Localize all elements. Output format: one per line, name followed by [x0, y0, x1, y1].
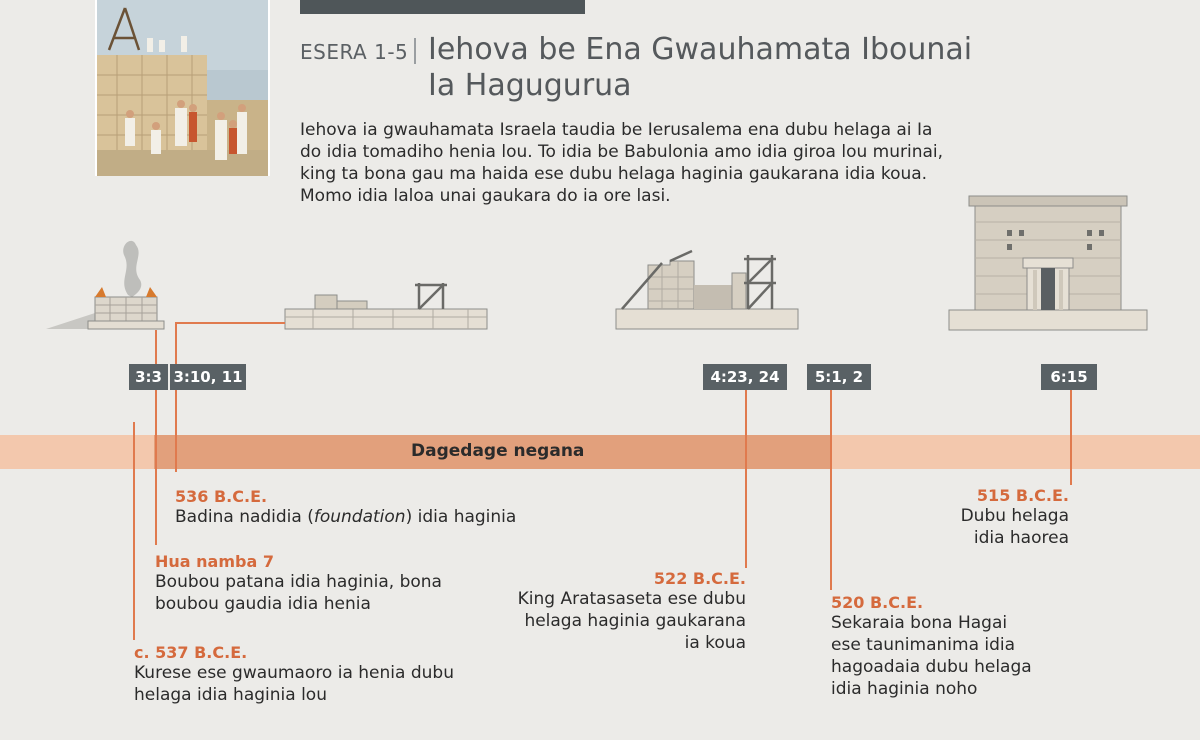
- altar-illustration: [40, 225, 170, 335]
- timeline-period-label: Dagedage negana: [411, 441, 585, 461]
- event-month-7: [155, 552, 442, 615]
- event-description-text: ) idia haginia: [405, 507, 517, 527]
- temple-construction-illustration: [95, 0, 270, 176]
- verse-chip: 6:15: [1041, 364, 1097, 390]
- event-515: [900, 486, 1069, 549]
- event-520: [831, 593, 1032, 700]
- event-description-line: helaga haginia gaukarana: [524, 611, 746, 631]
- event-date: c. 537 B.C.E.: [134, 643, 248, 662]
- event-description-line: Dubu helaga: [960, 506, 1069, 526]
- event-description-line: ese taunimanima idia: [831, 635, 1016, 655]
- verse-chip: 4:23, 24: [703, 364, 787, 390]
- event-description-line: boubou gaudia idia henia: [155, 594, 371, 614]
- connector-line: [745, 390, 747, 568]
- connector-line: [133, 422, 135, 640]
- partial-walls-illustration: [612, 245, 802, 335]
- connector-line: [1070, 390, 1072, 485]
- event-description-line: idia haginia noho: [831, 679, 978, 699]
- intro-paragraph: [300, 119, 960, 207]
- event-description-line: Kurese ese gwaumaoro ia henia dubu: [134, 663, 454, 683]
- event-description-line: King Aratasaseta ese dubu: [517, 589, 746, 609]
- event-description-line: hagoadaia dubu helaga: [831, 657, 1032, 677]
- foundation-illustration: [283, 275, 491, 335]
- title-divider: [414, 38, 416, 64]
- verse-chip: 3:3: [129, 364, 168, 390]
- event-description-line: Sekaraia bona Hagai: [831, 613, 1008, 633]
- event-description-line: idia haorea: [973, 528, 1069, 548]
- page-title-line1: Iehova be Ena Gwauhamata Ibounai: [428, 32, 973, 67]
- event-537: [134, 643, 454, 706]
- verse-chip: 5:1, 2: [807, 364, 871, 390]
- intro-line: Momo idia laloa unai gaukara do ia ore lasi.: [300, 186, 671, 206]
- event-description-text: Badina nadidia (: [175, 507, 314, 527]
- event-date: Hua namba 7: [155, 552, 274, 571]
- connector-line: [175, 322, 285, 324]
- event-description-line: ia koua: [684, 633, 746, 653]
- completed-temple-illustration: [945, 192, 1151, 335]
- event-536: [175, 487, 516, 528]
- intro-line: Iehova ia gwauhamata Israela taudia be Ierusalema ena dubu helaga ai Ia: [300, 120, 933, 140]
- event-description: [175, 506, 516, 528]
- verse-chip: 3:10, 11: [170, 364, 246, 390]
- header-bar: [300, 0, 585, 14]
- event-date: 515 B.C.E.: [976, 486, 1069, 505]
- intro-line: king ta bona gau ma haida ese dubu helaga haginia gaukarana idia koua.: [300, 164, 928, 184]
- page-title-line2: Ia Hagugurua: [428, 68, 632, 103]
- connector-line: [175, 322, 177, 472]
- event-description-italic: foundation: [313, 507, 406, 527]
- event-date: 536 B.C.E.: [175, 487, 268, 506]
- event-date: 520 B.C.E.: [831, 593, 924, 612]
- scripture-reference: ESERA 1-5: [300, 40, 409, 64]
- event-description-line: helaga idia haginia lou: [134, 685, 327, 705]
- event-date: 522 B.C.E.: [653, 569, 746, 588]
- connector-line: [155, 330, 157, 545]
- event-description-line: Boubou patana idia haginia, bona: [155, 572, 442, 592]
- intro-line: do idia tomadiho henia lou. To idia be Babulonia amo idia giroa lou murinai,: [300, 142, 944, 162]
- connector-line: [830, 390, 832, 590]
- event-522: [495, 569, 746, 654]
